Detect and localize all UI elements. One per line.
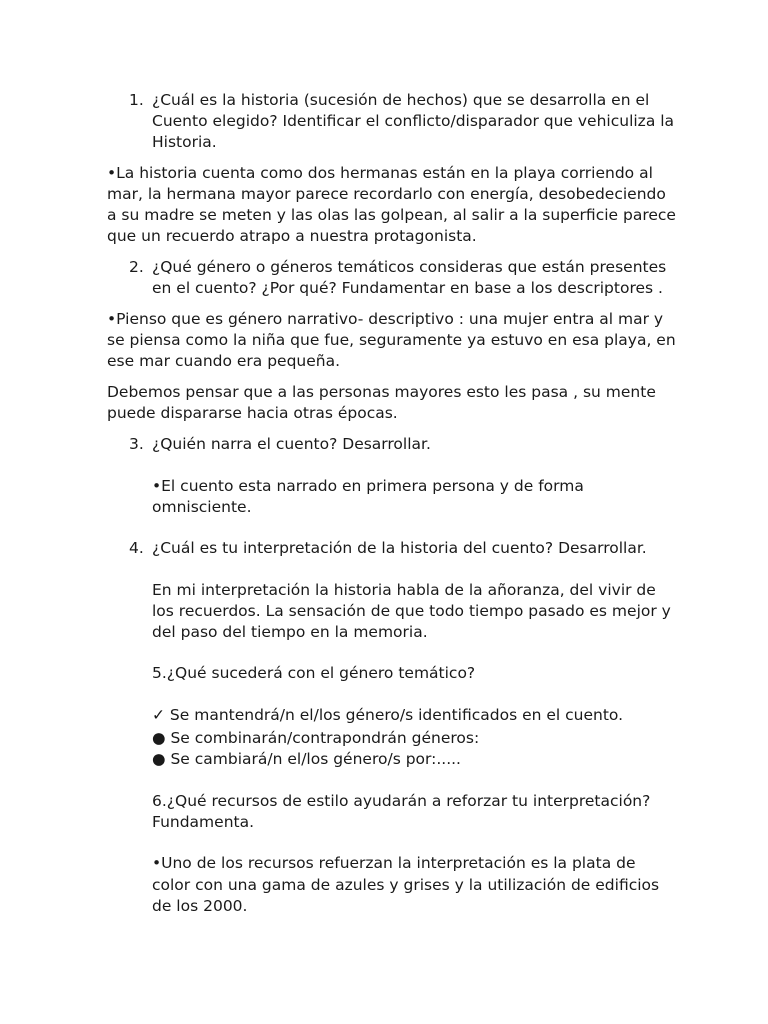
q1-line: Cuento elegido? Identificar el conflicto/disparador que vehiculiza la — [152, 112, 675, 130]
a6-line: de los 2000. — [152, 897, 248, 915]
a1-line: a su madre se meten y las olas las golpean, al salir a la superficie parece — [107, 206, 676, 224]
a2b-line: Debemos pensar que a las personas mayores esto les pasa , su mente — [107, 383, 656, 401]
q3-line: ¿Quién narra el cuento? Desarrollar. — [152, 435, 431, 453]
a3-line: omnisciente. — [152, 498, 252, 516]
q2-number: 2. — [129, 258, 144, 276]
q5-line: 5.¿Qué sucederá con el género temático? — [152, 664, 476, 682]
q6-line: Fundamenta. — [152, 813, 255, 831]
option-change-genre: ● Se cambiará/n el/los género/s por:..... — [152, 750, 461, 768]
a4-line: del paso del tiempo en la memoria. — [152, 623, 428, 641]
q2-line: en el cuento? ¿Por qué? Fundamentar en base a los descriptores . — [152, 279, 663, 297]
a3-line: •El cuento esta narrado en primera persona y de forma — [152, 477, 584, 495]
a1-line: •La historia cuenta como dos hermanas están en la playa corriendo al — [107, 164, 653, 182]
a4-line: En mi interpretación la historia habla de la añoranza, del vivir de — [152, 581, 656, 599]
a6-line: •Uno de los recursos refuerzan la interpretación es la plata de — [152, 854, 636, 872]
q6-line: 6.¿Qué recursos de estilo ayudarán a reforzar tu interpretación? — [152, 792, 651, 810]
a1-line: que un recuerdo atrapo a nuestra protagonista. — [107, 227, 477, 245]
a2-line: ese mar cuando era pequeña. — [107, 352, 341, 370]
a4-line: los recuerdos. La sensación de que todo tiempo pasado es mejor y — [152, 602, 671, 620]
a2-line: •Pienso que es género narrativo- descriptivo : una mujer entra al mar y — [107, 310, 664, 328]
q3-number: 3. — [129, 435, 144, 453]
option-combine-genres: ● Se combinarán/contrapondrán géneros: — [152, 729, 480, 747]
a2b-line: puede dispararse hacia otras épocas. — [107, 404, 398, 422]
a6-line: color con una gama de azules y grises y la utilización de edificios — [152, 876, 660, 894]
q1-line: Historia. — [152, 133, 217, 151]
a2-line: se piensa como la niña que fue, seguramente ya estuvo en esa playa, en — [107, 331, 676, 349]
q1-line: ¿Cuál es la historia (sucesión de hechos) que se desarrolla en el — [152, 91, 650, 109]
q2-line: ¿Qué género o géneros temáticos consideras que están presentes — [152, 258, 667, 276]
q1-number: 1. — [129, 91, 144, 109]
q4-number: 4. — [129, 539, 144, 557]
a1-line: mar, la hermana mayor parece recordarlo con energía, desobedeciendo — [107, 185, 666, 203]
q4-line: ¿Cuál es tu interpretación de la historia del cuento? Desarrollar. — [152, 539, 647, 557]
option-keep-genre: ✓ Se mantendrá/n el/los género/s identificados en el cuento. — [152, 706, 624, 724]
